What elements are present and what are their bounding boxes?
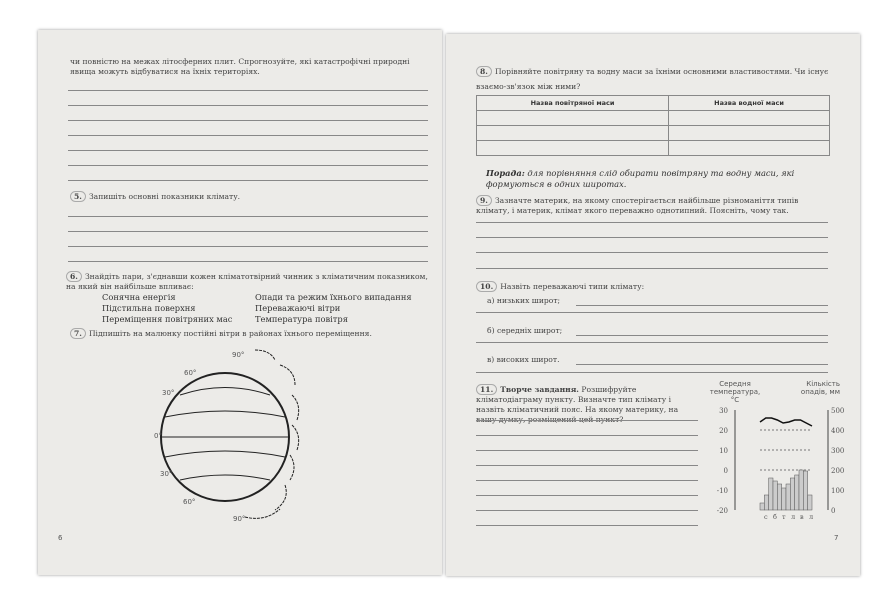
precip-bar [760, 503, 764, 510]
answer-line[interactable] [476, 222, 828, 223]
globe-diagram [150, 345, 350, 530]
answer-line[interactable] [476, 237, 828, 238]
answer-line[interactable] [68, 150, 428, 151]
answer-line[interactable] [476, 525, 698, 526]
answer-line[interactable] [68, 231, 428, 232]
temp-line [760, 418, 812, 426]
q5: 5. Запишіть основні показники клімату. [70, 192, 240, 202]
precip-tick: 200 [831, 467, 845, 475]
answer-line[interactable] [476, 420, 698, 421]
month-label: л [791, 513, 796, 521]
precip-tick: 300 [831, 447, 845, 455]
precip-bar [790, 478, 794, 510]
answer-line[interactable] [68, 135, 428, 136]
answer-line[interactable] [476, 312, 828, 313]
comparison-table: Назва повітряної маси Назва водної маси [476, 95, 830, 156]
temp-tick: 10 [719, 447, 728, 455]
globe-label: 0° [154, 432, 162, 440]
globe-label: 60° [183, 498, 196, 506]
page-number-left: 6 [58, 534, 63, 542]
precip-bar [777, 484, 781, 510]
precip-bar [795, 475, 799, 510]
tip: Порада: для порівняння слід обирати повітряну та водну маси, які формуються в одних широтах. [486, 168, 795, 189]
month-label: с [764, 513, 768, 521]
globe-label: 30° [162, 389, 175, 397]
precip-bar [769, 478, 773, 510]
temp-axis-label: Середня температура, °C [709, 380, 761, 404]
temp-tick: 0 [723, 467, 728, 475]
q6: 6. Знайдіть пари, з'єднавши кожен кліматотвірний чинник з кліматичним показником, на який він найбільше впливає: [66, 272, 428, 291]
answer-line[interactable] [476, 480, 698, 481]
q6-indicators: Опади та режим їхнього випадання Переважаючі вітри Температура повітря [255, 292, 412, 324]
q9: 9. Зазначте материк, на якому спостерігається найбільше різноманіття типів клімату, і материк, клімат якого переважно однотипний. Поясніть, чому так. [476, 196, 799, 215]
precip-tick: 500 [831, 407, 845, 415]
answer-line[interactable] [68, 120, 428, 121]
globe-label: 60° [184, 369, 197, 377]
answer-line[interactable] [68, 180, 428, 181]
temp-tick: 20 [719, 427, 728, 435]
month-label: б [773, 513, 777, 521]
precip-bar [764, 495, 768, 510]
answer-line[interactable] [68, 261, 428, 262]
answer-line[interactable] [68, 90, 428, 91]
precip-bar [782, 488, 786, 510]
precip-bar [808, 495, 812, 510]
answer-line[interactable] [576, 364, 828, 365]
q10-a: а) низьких широт; [487, 296, 561, 305]
month-label: т [782, 513, 786, 521]
precip-bar [773, 481, 777, 510]
answer-line[interactable] [476, 252, 828, 253]
intro-text: чи повністю на межах літосферних плит. Спрогнозуйте, які катастрофічні природні явища можуть відбуватися на їхніх територіях. [70, 57, 410, 76]
q10: 10. Назвіть переважаючі типи клімату: [476, 282, 644, 292]
answer-line[interactable] [576, 305, 828, 306]
precip-bar [803, 471, 807, 510]
precip-axis-label: Кількість опадів, мм [800, 380, 840, 396]
answer-line[interactable] [476, 372, 828, 373]
precip-tick: 400 [831, 427, 845, 435]
answer-line[interactable] [576, 335, 828, 336]
temp-tick: -10 [716, 487, 728, 495]
precip-bar [786, 484, 790, 510]
answer-line[interactable] [476, 450, 698, 451]
answer-line[interactable] [476, 465, 698, 466]
answer-line[interactable] [68, 246, 428, 247]
answer-line[interactable] [476, 435, 698, 436]
answer-line[interactable] [476, 495, 698, 496]
answer-line[interactable] [68, 105, 428, 106]
globe-label: 90° [233, 515, 246, 523]
answer-line[interactable] [476, 510, 698, 511]
answer-line[interactable] [476, 342, 828, 343]
q8: 8. Порівняйте повітряну та водну маси за їхніми основними властивостями. Чи існує взаємо-зв'язок між ними? [476, 67, 829, 91]
globe-label: 30° [160, 470, 173, 478]
globe-label: 90° [232, 351, 245, 359]
climate-diagram [700, 402, 845, 524]
q6-factors: Сонячна енергія Підстильна поверхня Переміщення повітряних мас [102, 292, 233, 324]
temp-tick: -20 [716, 507, 728, 515]
temp-tick: 30 [719, 407, 728, 415]
answer-line[interactable] [68, 216, 428, 217]
month-label: л [809, 513, 814, 521]
q11: 11. Творче завдання. Розшифруйте кліматодіаграму пункту. Визначте тип клімату і назвіть кліматичний пояс. На якому материку, на вашу думку, розміщений цей пункт? [476, 385, 679, 424]
q10-b: б) середніх широт; [487, 326, 563, 335]
answer-line[interactable] [68, 165, 428, 166]
precip-tick: 0 [831, 507, 836, 515]
q10-c: в) високих широт. [487, 355, 560, 364]
precip-tick: 100 [831, 487, 845, 495]
precip-bar [799, 470, 803, 510]
page-number-right: 7 [834, 534, 839, 542]
month-label: в [800, 513, 804, 521]
answer-line[interactable] [476, 268, 828, 269]
q7: 7. Підпишіть на малюнку постійні вітри в районах їхнього переміщення. [70, 329, 372, 339]
